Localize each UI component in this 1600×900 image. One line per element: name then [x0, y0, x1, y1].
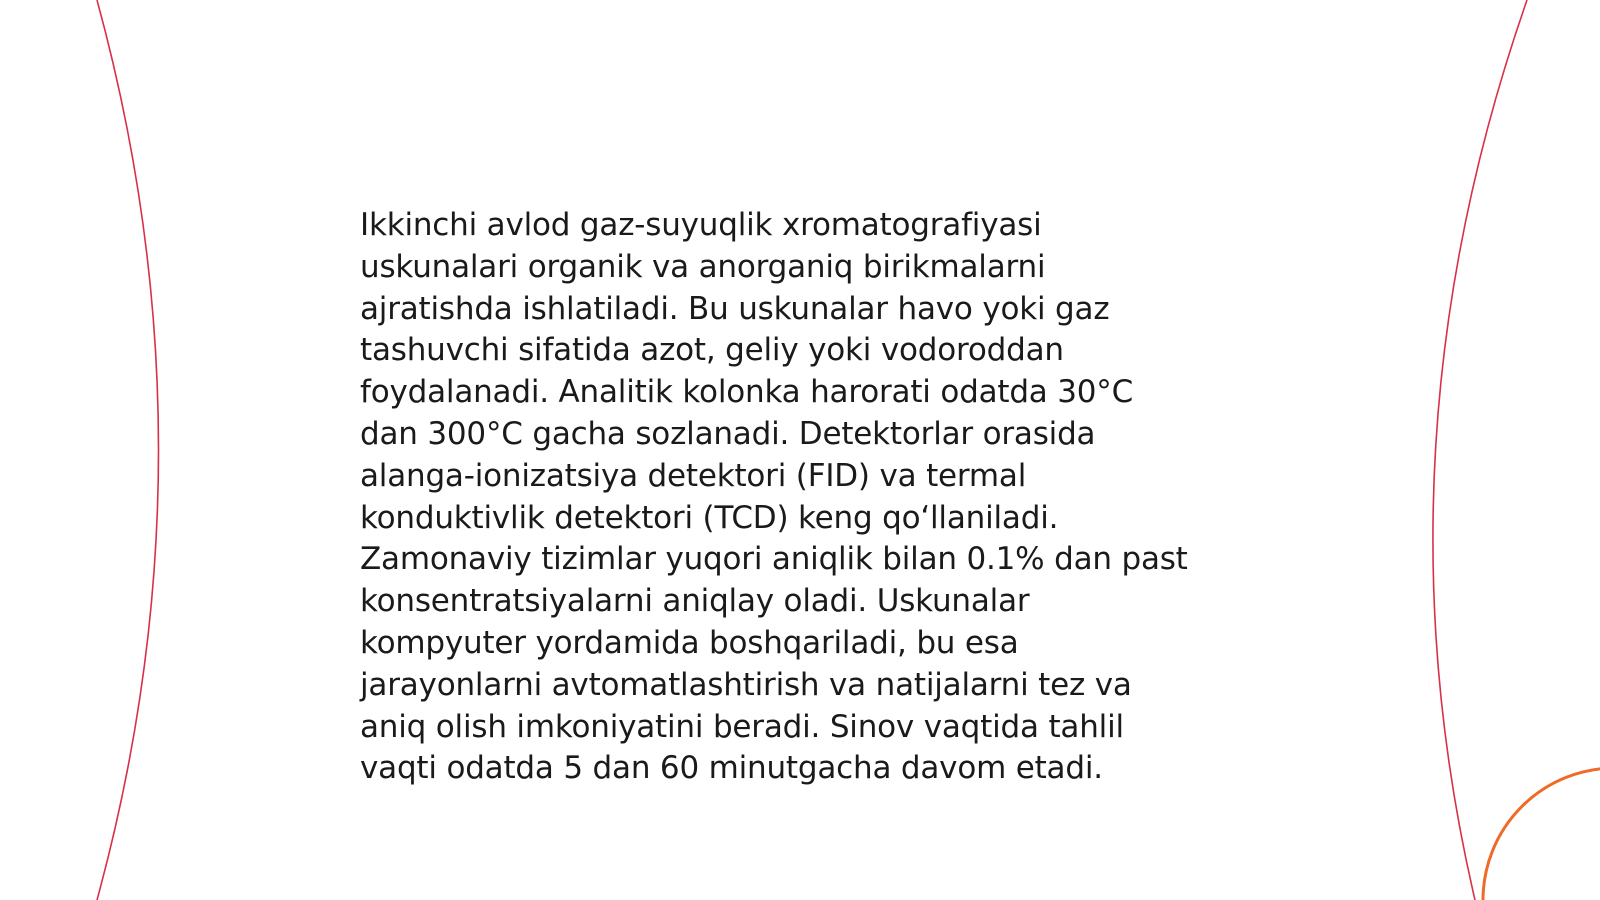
paragraph-line: jarayonlarni avtomatlashtirish va natijalarni tez va	[360, 666, 1132, 703]
paragraph-line: konsentratsiyalarni aniqlay oladi. Uskunalar	[360, 583, 1030, 620]
paragraph-line: dan 300°C gacha sozlanadi. Detektorlar orasida	[360, 415, 1096, 452]
paragraph-line: tashuvchi sifatida azot, geliy yoki vodoroddan	[360, 332, 1064, 369]
paragraph-line: vaqti odatda 5 dan 60 minutgacha davom etadi.	[360, 750, 1103, 787]
paragraph-line: Ikkinchi avlod gaz-suyuqlik xromatografiyasi	[360, 207, 1042, 243]
paragraph-line: ajratishda ishlatiladi. Bu uskunalar havo yoki gaz	[360, 290, 1110, 327]
body-paragraph	[360, 205, 1240, 790]
paragraph-line: Zamonaviy tizimlar yuqori aniqlik bilan 0.1% dan past	[360, 541, 1188, 578]
paragraph-line: uskunalari organik va anorganiq birikmalarni	[360, 248, 1046, 285]
paragraph-line: foydalanadi. Analitik kolonka harorati odatda 30°C	[360, 374, 1134, 411]
paragraph-line: aniq olish imkoniyatini beradi. Sinov vaqtida tahlil	[360, 708, 1124, 745]
right-curve-line	[1433, 0, 1527, 900]
paragraph-line: kompyuter yordamida boshqariladi, bu esa	[360, 624, 1019, 661]
orange-arc	[1483, 768, 1600, 900]
paragraph-line: alanga-ionizatsiya detektori (FID) va termal	[360, 457, 1027, 494]
left-curve-line	[97, 0, 159, 900]
paragraph-line: konduktivlik detektori (TCD) keng qoʻllaniladi.	[360, 499, 1059, 536]
